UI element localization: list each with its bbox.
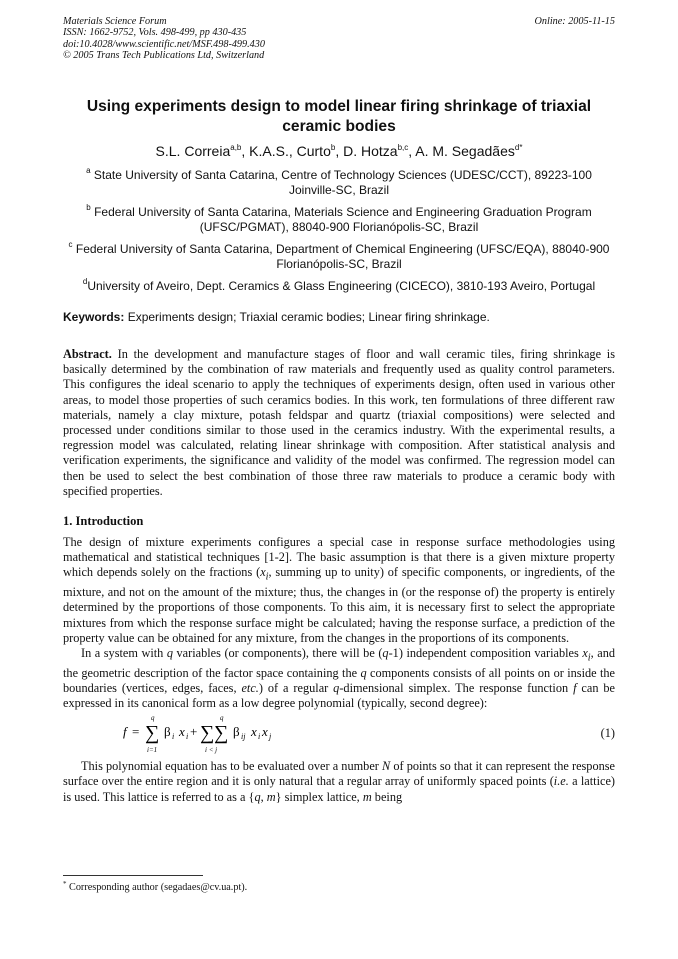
- eq-x: x: [179, 724, 185, 740]
- sum-sign-icon: ∑: [145, 722, 160, 745]
- issn: ISSN: 1662-9752, Vols. 498-499, pp 430-435: [63, 27, 247, 39]
- eq-beta-sub: ij: [241, 732, 246, 742]
- footnote-divider: [63, 875, 203, 876]
- footnote: * Corresponding author (segadaes@cv.ua.pt).: [63, 880, 248, 893]
- intro-paragraph: In a system with q variables (or components), there will be (q-1) independent composition variables $x_i$, and the geometric description of the factor space containing the q components consists of all points on or inside the boundaries (vertices, edges, faces, etc.) of a regular q-dimensional simplex. The response function f can be expressed in its canonical form as a low degree polynomial (typically, second degree):: [63, 645, 615, 710]
- eq-x-sub: i: [258, 732, 261, 742]
- journal-name: Materials Science Forum: [63, 16, 167, 27]
- author: D. Hotza$^{b,c}$,: [343, 143, 416, 159]
- eq-x: x: [262, 724, 268, 740]
- eq-sum2-bottom: i < j: [205, 746, 218, 755]
- author: A. M. Segadães$^{d*}$: [415, 143, 523, 159]
- author: K.A.S., Curto$^b$,: [249, 143, 344, 159]
- affiliation: $^d$University of Aveiro, Dept. Ceramics & Glass Engineering (CICECO), 3810-193 Aveiro, Portugal: [82, 277, 596, 293]
- paper-page: [63, 16, 615, 805]
- eq-beta-sub: i: [172, 732, 175, 742]
- journal-header: [63, 16, 615, 62]
- eq-lhs: f: [123, 724, 127, 740]
- abstract: Abstract. In the development and manufacture stages of floor and wall ceramic tiles, firing shrinkage is basically determined by the combination of raw materials and frequently used as quality control parameters. This configures the ideal scenario to apply the techniques of experiments design, often used in various other areas, to model those properties of such ceramics bodies. In this work, ten formulations of three different raw materials, namely a clay mixture, potash feldspar and quartz (triaxial compositions) were selected and processed under conditions similar to those used in the ceramics industry. With the experimental results, a regression model was calculated, relating linear shrinkage with composition. After statistical analysis and verification experiments, the significance and validity of the model was confirmed. The regression model can then be used to select the best combination of those three raw materials to produce a ceramic body with specified properties.: [63, 347, 615, 498]
- equation-formula: [123, 711, 343, 759]
- affiliation: $^b$ Federal University of Santa Catarina, Materials Science and Engineering Graduation Program (UFSC/PGMAT), 88040-900 Florianópolis-SC, Brazil: [86, 203, 592, 234]
- eq-beta: β: [164, 724, 171, 740]
- eq-beta: β: [233, 724, 240, 740]
- eq-equals: =: [132, 724, 140, 740]
- affiliation: $^a$ State University of Santa Catarina, Centre of Technology Sciences (UDESC/CCT), 89223-100 Joinville-SC, Brazil: [86, 166, 592, 197]
- sum-sign-icon: ∑: [200, 722, 215, 745]
- paper-title: Using experiments design to model linear firing shrinkage of triaxial ceramic bodies: [86, 98, 592, 135]
- eq-sum2-top: q: [220, 714, 224, 723]
- author-list: [63, 142, 615, 161]
- equation-number: (1): [600, 726, 615, 741]
- copyright: © 2005 Trans Tech Publications Ltd, Switzerland: [63, 50, 265, 62]
- keywords: Keywords: Experiments design; Triaxial ceramic bodies; Linear firing shrinkage.: [63, 310, 490, 324]
- eq-x: x: [251, 724, 257, 740]
- eq-x-sub: j: [269, 732, 272, 742]
- author: S.L. Correia$^{a,b}$,: [155, 143, 250, 159]
- doi: doi:10.4028/www.scientific.net/MSF.498-499.430: [63, 38, 265, 50]
- intro-paragraph: This polynomial equation has to be evaluated over a number N of points so that it can represent the response surface over the entire region and it is only natural that a regular array of uniformly spaced points (i.e. a lattice) is used. This lattice is referred to as a {q, m} simplex lattice, m being: [63, 759, 615, 804]
- eq-x-sub: i: [186, 732, 189, 742]
- journal-info: [63, 16, 615, 62]
- eq-sum-bottom: i=1: [147, 746, 158, 755]
- online-date: Online: 2005-11-15: [534, 16, 615, 27]
- affiliation: $^c$ Federal University of Santa Catarina, Department of Chemical Engineering (UFSC/EQA), 88040-900 Florianópolis-SC, Brazil: [68, 240, 610, 271]
- intro-paragraph: The design of mixture experiments configures a special case in response surface methodologies using mathematical and statistical techniques [1-2]. The basic assumption is that there is a given mixture property which depends solely on the fractions ($x_i$, summing up to unity) of specific components, or ingredients, of the mixture, and not on the amount of the mixture; thus, the changes in (or the response of) the property is entirely determined by the proportions of those components. To this aim, it is necessary first to select the appropriate mixtures from which the response surface might be calculated; having the response surface, a prediction of the property value can be obtained for any mixture, from the changes in the proportions of its components.: [63, 535, 616, 645]
- sum-sign-icon: ∑: [214, 722, 229, 745]
- eq-plus: +: [190, 724, 198, 740]
- eq-sum-top: q: [151, 714, 155, 723]
- equation-1: [63, 711, 615, 759]
- section-heading: 1. Introduction: [63, 514, 144, 529]
